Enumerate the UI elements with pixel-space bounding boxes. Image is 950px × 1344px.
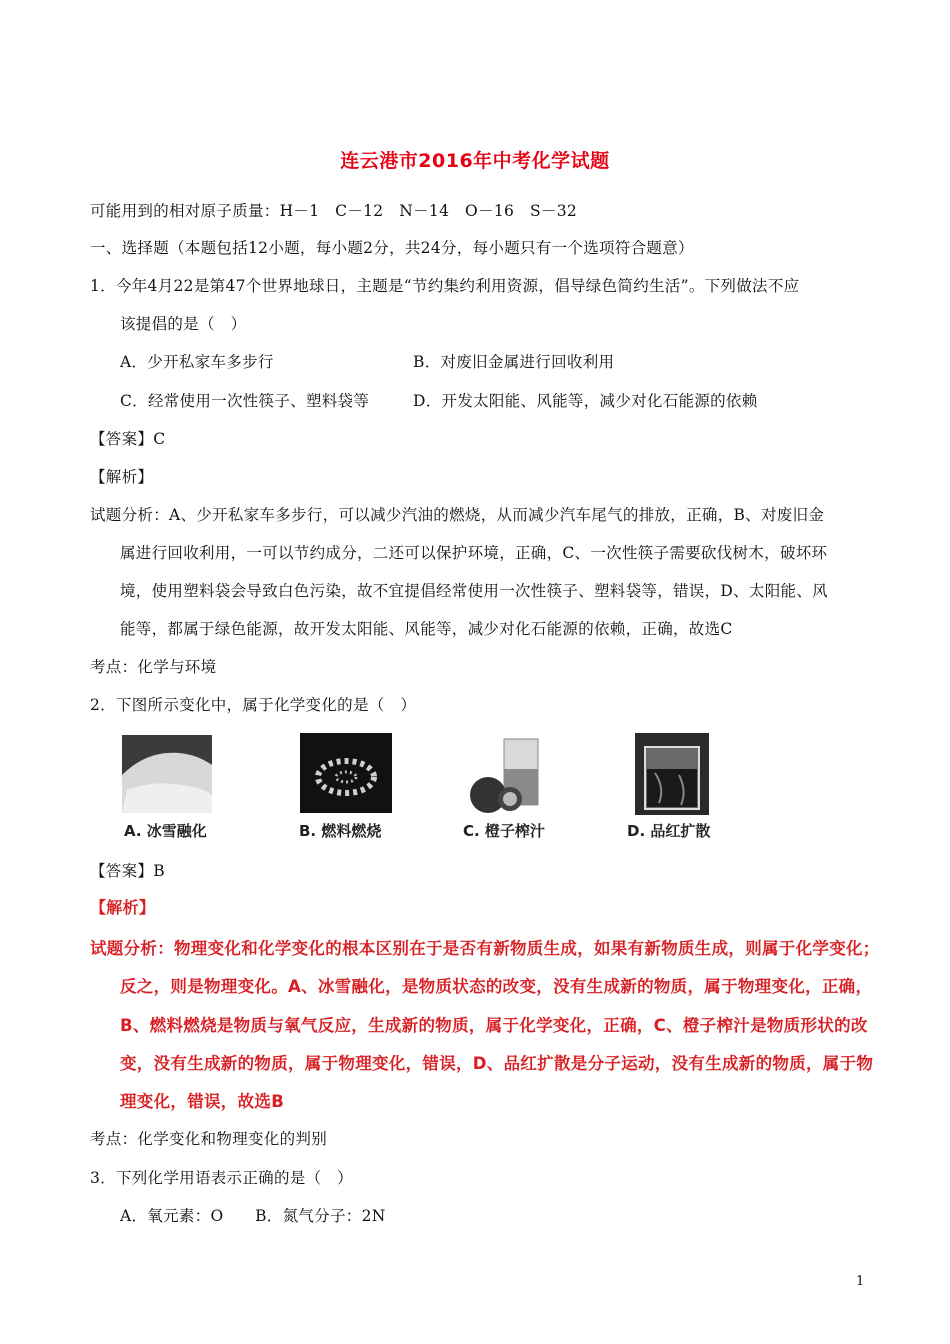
figure-caption-c: C. 橙子榨汁 bbox=[463, 822, 545, 840]
atomic-mass-line: 可能用到的相对原子质量：H－1 C－12 N－14 O－16 S－32 bbox=[90, 202, 578, 220]
figure-caption-b: B. 燃料燃烧 bbox=[299, 822, 382, 840]
q1-analysis-line: 试题分析：A、少开私家车多步行，可以减少汽油的燃烧，从而减少汽车尾气的排放，正确，B、对废旧金 bbox=[90, 506, 825, 524]
q1-analysis-line: 属进行回收利用，一可以节约成分，二还可以保护环境，正确，C、一次性筷子需要砍伐树木，破坏环 bbox=[120, 544, 828, 562]
q1-stem-line2: 该提倡的是（ ） bbox=[120, 315, 247, 333]
q1-answer: 【答案】C bbox=[90, 430, 166, 448]
orange-juice-image bbox=[466, 733, 552, 815]
q1-option-b: B．对废旧金属进行回收利用 bbox=[413, 353, 615, 371]
q2-analysis-line: 变，没有生成新的物质，属于物理变化，错误，D、品红扩散是分子运动，没有生成新的物质，属于物 bbox=[120, 1054, 874, 1073]
q2-analysis-line: 反之，则是物理变化。A、冰雪融化，是物质状态的改变，没有生成新的物质，属于物理变化，正确， bbox=[120, 977, 873, 996]
beaker-diffusion-image bbox=[635, 733, 709, 815]
q1-analysis-label: 【解析】 bbox=[90, 468, 154, 486]
page-number: 1 bbox=[856, 1274, 865, 1289]
flame-burner-image bbox=[300, 733, 392, 813]
q1-analysis-line: 境，使用塑料袋会导致白色污染，故不宜提倡经常使用一次性筷子、塑料袋等，错误，D、太阳能、风 bbox=[120, 582, 828, 600]
q1-analysis-line: 能等，都属于绿色能源，故开发太阳能、风能等，减少对化石能源的依赖，正确，故选C bbox=[120, 620, 733, 638]
section1-header: 一、选择题（本题包括12小题，每小题2分，共24分，每小题只有一个选项符合题意） bbox=[90, 239, 694, 257]
q2-analysis-label: 【解析】 bbox=[90, 898, 156, 917]
q2-stem: 2．下图所示变化中，属于化学变化的是（ ） bbox=[90, 696, 417, 714]
q2-analysis-line: 理变化，错误，故选B bbox=[120, 1092, 285, 1111]
q3-options: A．氧元素：O B．氮气分子：2N bbox=[120, 1207, 386, 1225]
q2-analysis-line: 试题分析：物理变化和化学变化的根本区别在于是否有新物质生成，如果有新物质生成，则属于化学变化； bbox=[90, 939, 880, 958]
page-title: 连云港市2016年中考化学试题 bbox=[340, 150, 610, 172]
q1-option-d: D．开发太阳能、风能等，减少对化石能源的依赖 bbox=[413, 392, 758, 410]
figure-caption-d: D. 品红扩散 bbox=[627, 822, 711, 840]
q2-topic: 考点：化学变化和物理变化的判别 bbox=[90, 1130, 328, 1148]
q2-answer: 【答案】B bbox=[90, 862, 165, 880]
q3-stem: 3．下列化学用语表示正确的是（ ） bbox=[90, 1169, 353, 1187]
q2-analysis-line: B、燃料燃烧是物质与氧气反应，生成新的物质，属于化学变化，正确，C、橙子榨汁是物质形状的改 bbox=[120, 1016, 868, 1035]
ice-snow-image bbox=[122, 735, 212, 813]
q1-stem-line1: 1．今年4月22是第47个世界地球日，主题是“节约集约利用资源，倡导绿色简约生活”。下列做法不应 bbox=[90, 277, 800, 295]
q1-option-a: A．少开私家车多步行 bbox=[120, 353, 274, 371]
figure-caption-a: A. 冰雪融化 bbox=[124, 822, 207, 840]
q1-option-c: C．经常使用一次性筷子、塑料袋等 bbox=[120, 392, 370, 410]
q1-topic: 考点：化学与环境 bbox=[90, 658, 217, 676]
